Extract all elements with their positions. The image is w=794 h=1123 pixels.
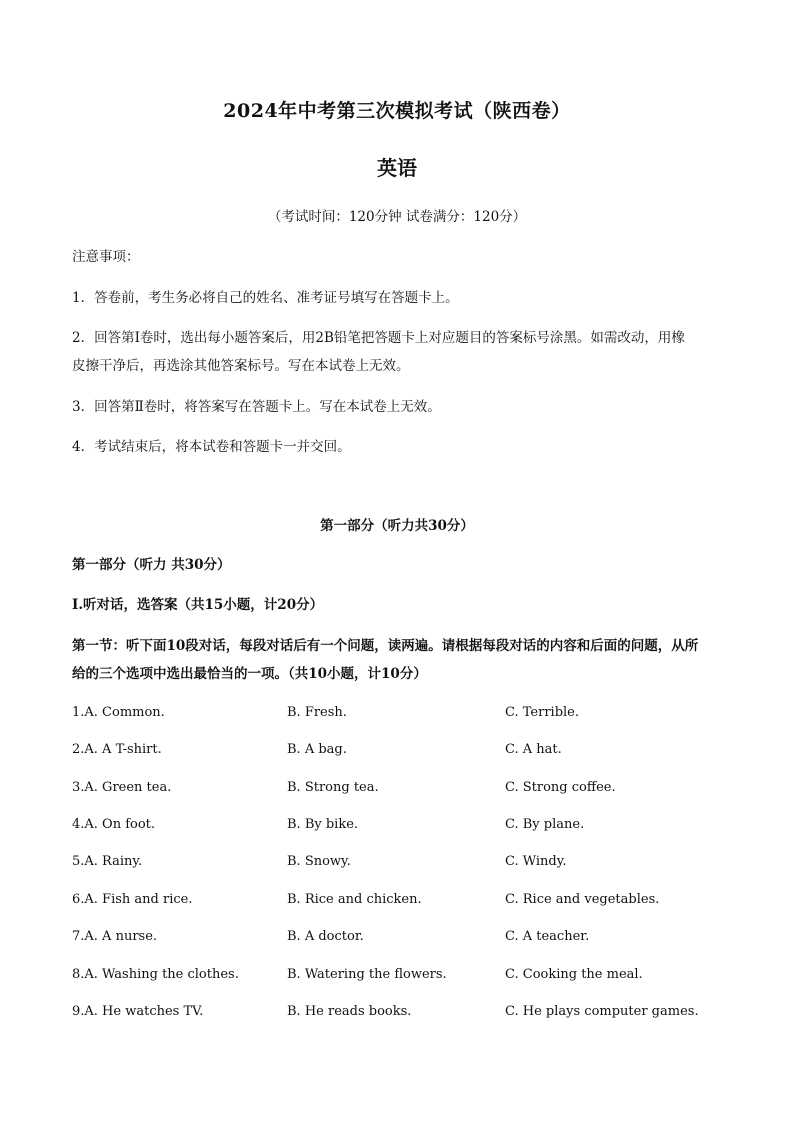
- option-a: 4.A. On foot.: [72, 817, 156, 832]
- option-a: 7.A. A nurse.: [72, 929, 158, 944]
- exam-title: 2024年中考第三次模拟考试（陕西卷）: [223, 100, 571, 122]
- question-row: [72, 701, 732, 725]
- option-c: C. Cooking the meal.: [505, 967, 643, 982]
- question-row: [72, 776, 732, 800]
- question-row: [72, 888, 732, 912]
- option-c: C. Terrible.: [505, 705, 579, 720]
- option-a: 2.A. A T-shirt.: [72, 742, 162, 757]
- option-b: B. He reads books.: [287, 1004, 412, 1019]
- subject-title: 英语: [377, 156, 417, 180]
- option-b: B. By bike.: [287, 817, 359, 832]
- option-c: C. A teacher.: [505, 929, 590, 944]
- note-item-1: 1．答卷前，考生务必将自己的姓名、准考证号填写在答题卡上。: [72, 290, 459, 306]
- option-c: C. He plays computer games.: [505, 1004, 699, 1019]
- part-one-heading: 第一部分（听力共30分）: [320, 518, 474, 534]
- note-item-2-cont: 皮擦干净后，再选涂其他答案标号。写在本试卷上无效。: [72, 358, 410, 374]
- option-b: B. Watering the flowers.: [287, 967, 447, 982]
- question-row: [72, 850, 732, 874]
- option-c: C. Windy.: [505, 854, 567, 869]
- note-item-4: 4．考试结束后，将本试卷和答题卡一并交回。: [72, 439, 351, 455]
- option-a: 1.A. Common.: [72, 705, 165, 720]
- question-row: [72, 925, 732, 949]
- option-c: C. Rice and vegetables.: [505, 892, 660, 907]
- question-row: [72, 738, 732, 762]
- option-b: B. Strong tea.: [287, 780, 379, 795]
- option-c: C. A hat.: [505, 742, 562, 757]
- section-instruction-line-1: 第一节：听下面10段对话，每段对话后有一个问题，读两遍。请根据每段对话的内容和后面的问题，从所: [72, 638, 699, 654]
- option-a: 8.A. Washing the clothes.: [72, 967, 239, 982]
- part-one-subheading: 第一部分（听力 共30分）: [72, 557, 231, 573]
- notes-heading: 注意事项：: [72, 249, 140, 265]
- note-item-3: 3．回答第Ⅱ卷时，将答案写在答题卡上。写在本试卷上无效。: [72, 399, 441, 415]
- section-one-title: I.听对话，选答案（共15小题，计20分）: [72, 597, 324, 613]
- option-b: B. A bag.: [287, 742, 347, 757]
- option-b: B. Snowy.: [287, 854, 351, 869]
- option-c: C. Strong coffee.: [505, 780, 616, 795]
- option-b: B. A doctor.: [287, 929, 364, 944]
- option-b: B. Rice and chicken.: [287, 892, 422, 907]
- note-item-2: 2．回答第Ⅰ卷时，选出每小题答案后，用2B铅笔把答题卡上对应题目的答案标号涂黑。如需改动，用橡: [72, 330, 685, 346]
- option-a: 6.A. Fish and rice.: [72, 892, 193, 907]
- option-a: 5.A. Rainy.: [72, 854, 143, 869]
- exam-time-info: （考试时间：120分钟 试卷满分：120分）: [267, 209, 527, 225]
- question-row: [72, 1000, 732, 1024]
- option-a: 3.A. Green tea.: [72, 780, 172, 795]
- option-c: C. By plane.: [505, 817, 585, 832]
- option-b: B. Fresh.: [287, 705, 347, 720]
- question-row: [72, 963, 732, 987]
- section-instruction-line-2: 给的三个选项中选出最恰当的一项。（共10小题，计10分）: [72, 666, 427, 682]
- question-row: [72, 813, 732, 837]
- option-a: 9.A. He watches TV.: [72, 1004, 204, 1019]
